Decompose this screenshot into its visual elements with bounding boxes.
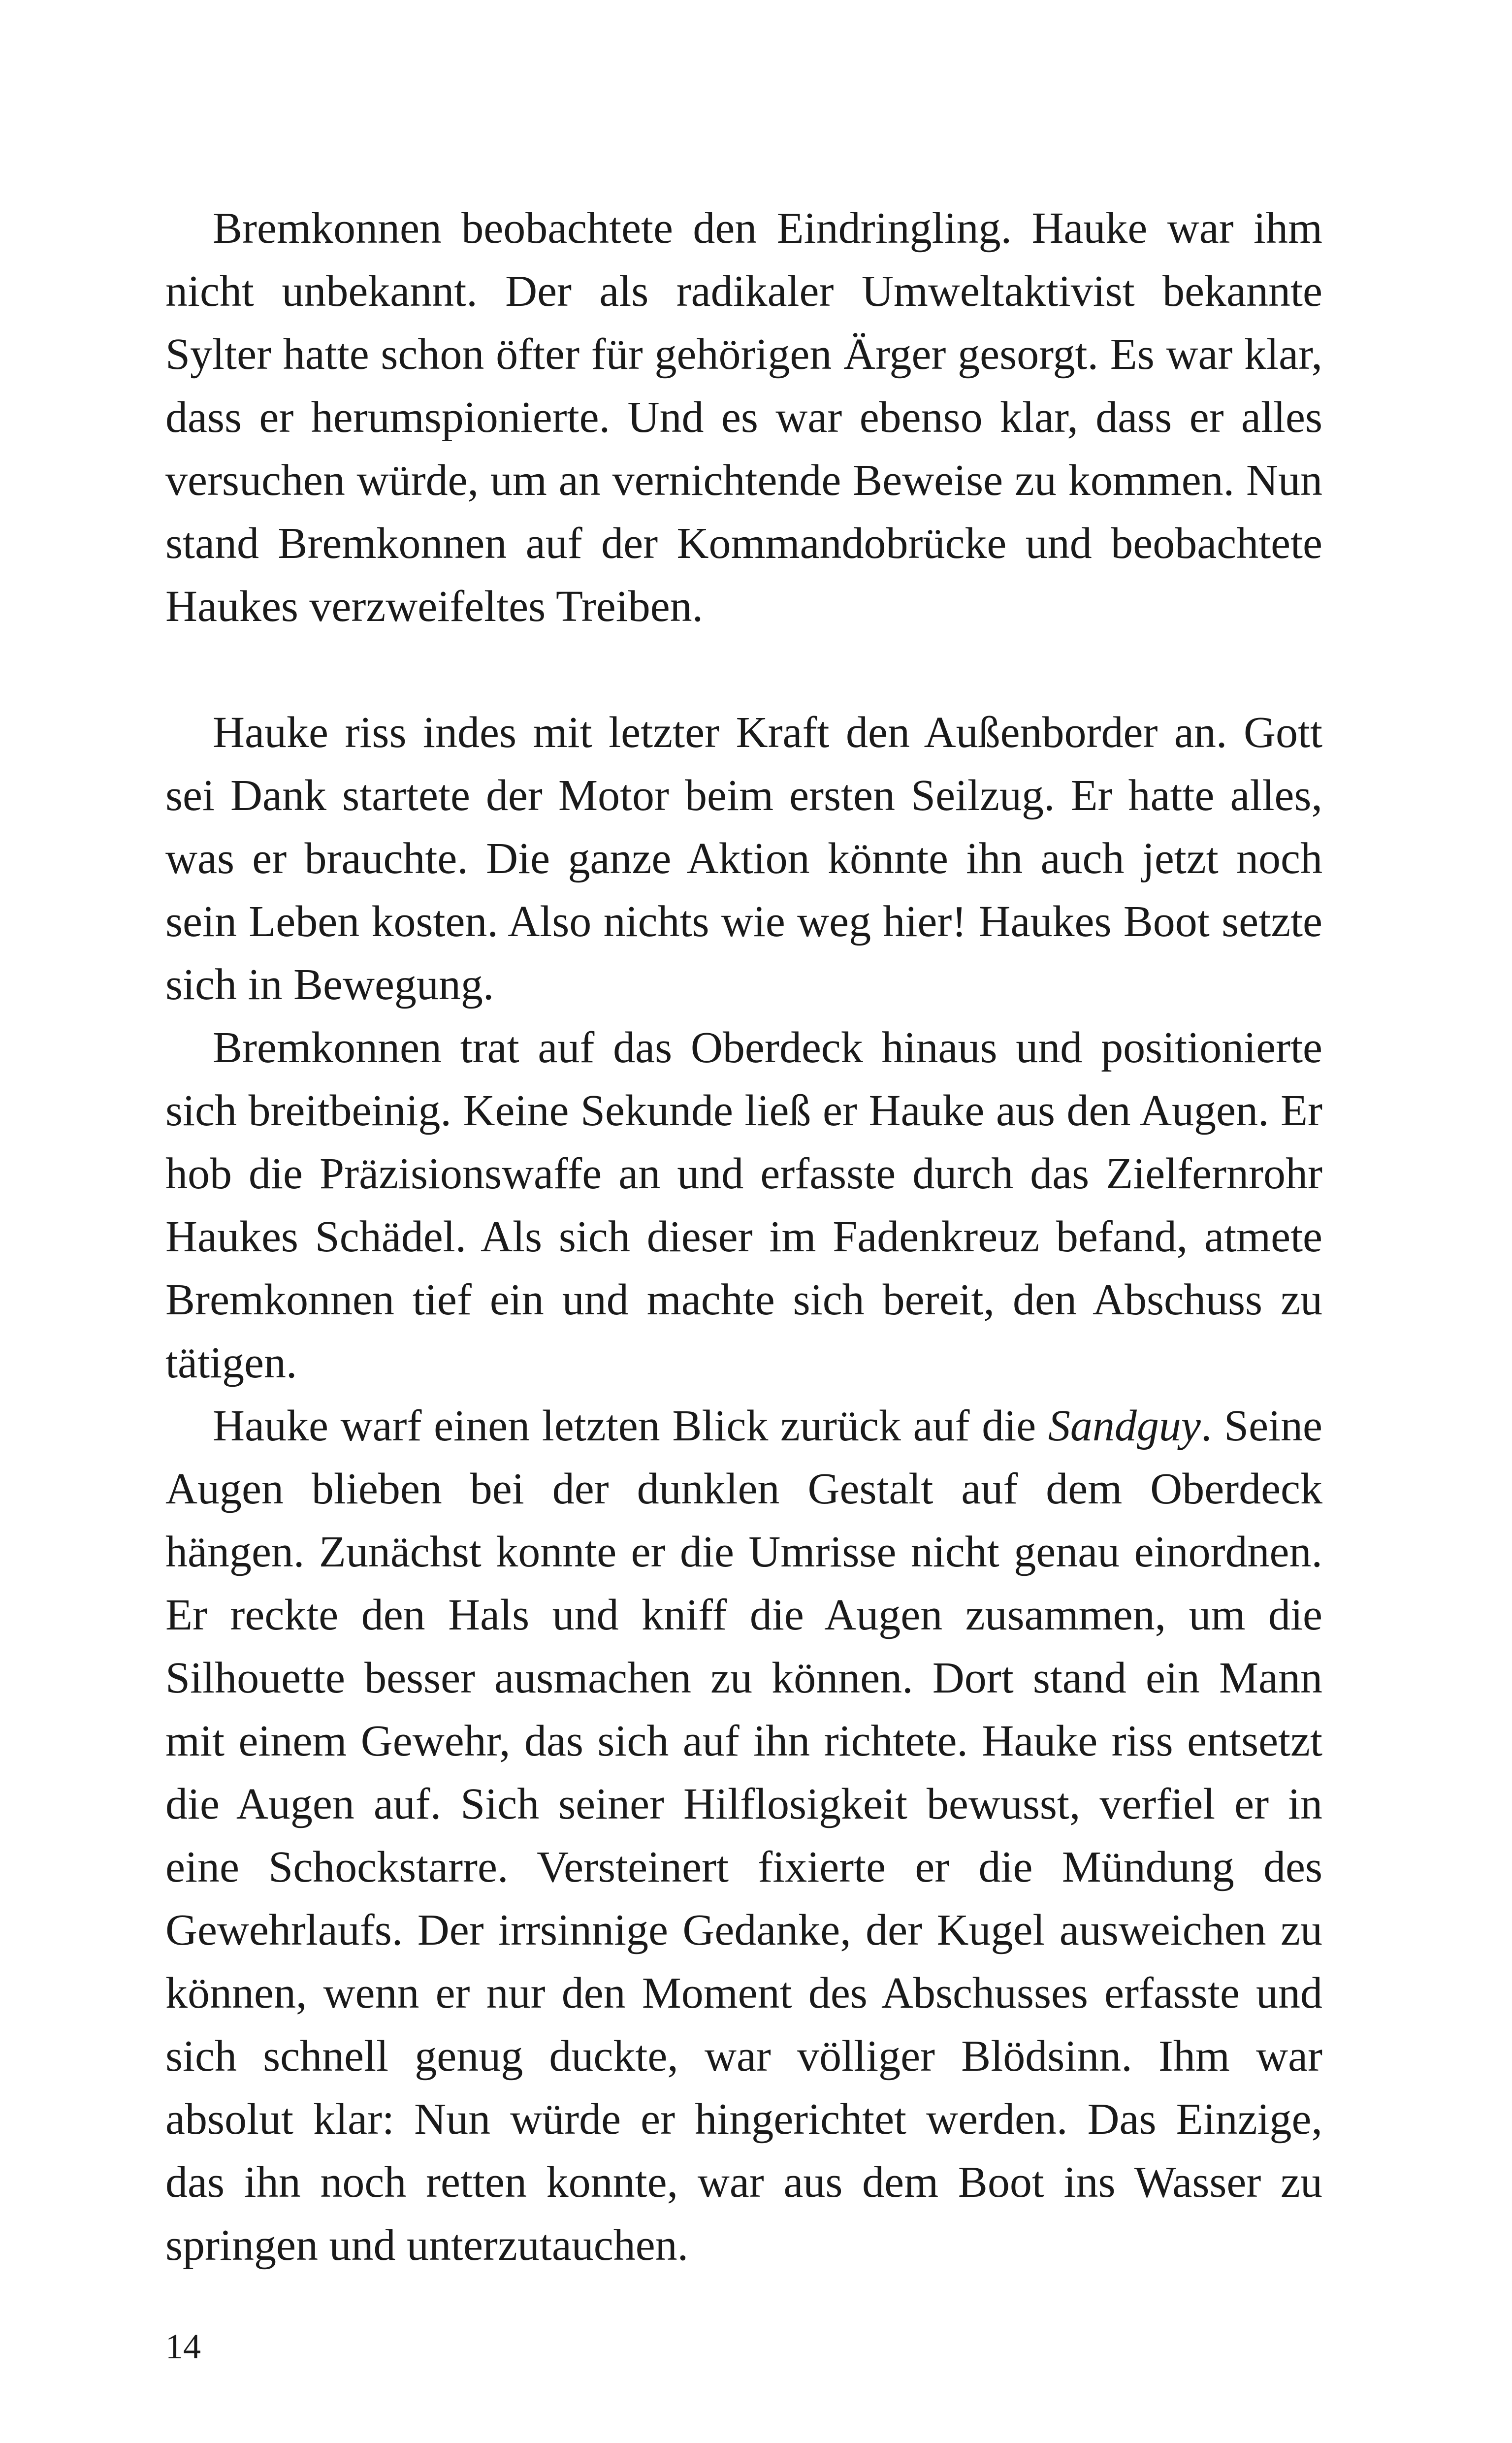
paragraph-2: Hauke riss indes mit letzter Kraft den Außenborder an. Gott sei Dank startete der Motor beim ersten Seilzug. Er hatte alles, was er brauchte. Die ganze Aktion könnte ihn auch jetzt noch sein Leben kosten. Also nichts wie weg hier! Haukes Boot setzte sich in Bewegung.	[165, 708, 1322, 1009]
text-block-main	[165, 701, 1322, 2277]
text-block-top	[165, 197, 1322, 638]
ship-name-emphasis: Sandguy	[1048, 1401, 1201, 1450]
paragraph-3: Bremkonnen trat auf das Oberdeck hinaus und positionierte sich breitbeinig. Keine Sekunde ließ er Hauke aus den Augen. Er hob die Präzisionswaffe an und erfasste durch das Zielfernrohr Haukes Schädel. Als sich dieser im Fadenkreuz befand, atmete Bremkonnen tief ein und machte sich bereit, den Abschuss zu tätigen.	[165, 1023, 1322, 1387]
paragraph-1: Bremkonnen beobachtete den Eindringling. Hauke war ihm nicht unbekannt. Der als radikaler Umweltaktivist bekannte Sylter hatte schon öfter für gehörigen Ärger gesorgt. Es war klar, dass er herumspionierte. Und es war ebenso klar, dass er alles versuchen würde, um an vernichtende Beweise zu kommen. Nun stand Bremkonnen auf der Kommandobrücke und beobachtete Haukes verzweifeltes Treiben.	[165, 204, 1322, 631]
paragraph-4-start: Hauke warf einen letzten Blick zurück auf die	[213, 1401, 1048, 1450]
paragraph-4	[165, 1395, 1322, 2277]
page-number: 14	[165, 2327, 201, 2366]
paragraph-4-rest: . Seine Augen blieben bei der dunklen Gestalt auf dem Oberdeck hängen. Zunächst konnte er die Umrisse nicht genau einordnen. Er reckte den Hals und kniff die Augen zusammen, um die Silhouette besser ausmachen zu können. Dort stand ein Mann mit einem Gewehr, das sich auf ihn richtete. Hauke riss entsetzt die Augen auf. Sich seiner Hilflosigkeit bewusst, verfiel er in eine Schockstarre. Versteinert fixierte er die Mündung des Gewehrlaufs. Der irrsinnige Gedanke, der Kugel ausweichen zu können, wenn er nur den Moment des Abschusses erfasste und sich schnell genug duckte, war völliger Blödsinn. Ihm war absolut klar: Nun würde er hingerichtet werden. Das Einzige, das ihn noch retten konnte, war aus dem Boot ins Wasser zu springen und unterzutauchen.	[165, 1401, 1322, 2270]
